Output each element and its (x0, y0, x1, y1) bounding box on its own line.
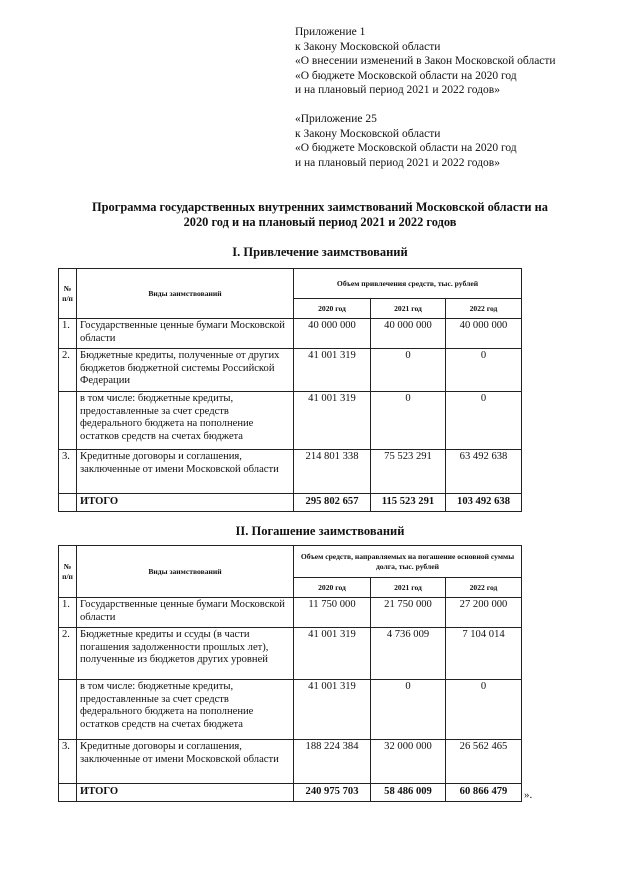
row-num (59, 680, 77, 740)
value-2021: 40 000 000 (371, 319, 446, 349)
value-2021: 75 523 291 (371, 450, 446, 494)
row-num: 1. (59, 598, 77, 628)
table-row (59, 628, 522, 680)
annex-line: к Закону Московской области (295, 40, 441, 53)
value-2020: 40 000 000 (294, 319, 371, 349)
row-name: Кредитные договоры и соглашения, заключенные от имени Московской области (77, 740, 294, 784)
document-title (40, 200, 600, 230)
header-year-2020: 2020 год (294, 299, 371, 319)
header-num: № п/п (59, 269, 77, 319)
value-2022: 27 200 000 (446, 598, 522, 628)
closing-quote: ». (524, 789, 533, 801)
value-2020: 41 001 319 (294, 628, 371, 680)
value-2022: 0 (446, 349, 522, 392)
annex-line: и на плановый период 2021 и 2022 годов» (295, 84, 500, 97)
value-2020: 41 001 319 (294, 680, 371, 740)
row-name: Государственные ценные бумаги Московской области (77, 598, 294, 628)
row-num: 3. (59, 450, 77, 494)
total-2020: 240 975 703 (294, 784, 371, 802)
row-num: 2. (59, 349, 77, 392)
header-kind: Виды заимствований (77, 546, 294, 598)
value-2021: 0 (371, 392, 446, 450)
total-num (59, 494, 77, 512)
header-year-2021: 2021 год (371, 299, 446, 319)
header-year-2021: 2021 год (371, 578, 446, 598)
borrowing-table (58, 268, 522, 512)
total-2020: 295 802 657 (294, 494, 371, 512)
value-2022: 0 (446, 392, 522, 450)
table-row (59, 392, 522, 450)
value-2020: 188 224 384 (294, 740, 371, 784)
row-name: Кредитные договоры и соглашения, заключенные от имени Московской области (77, 450, 294, 494)
value-2021: 32 000 000 (371, 740, 446, 784)
annex-line: «О бюджете Московской области на 2020 год (295, 142, 517, 155)
header-num: № п/п (59, 546, 77, 598)
annex-1-header (295, 25, 556, 98)
row-name: Бюджетные кредиты, полученные от других бюджетов бюджетной системы Российской Федерации (77, 349, 294, 392)
value-2021: 0 (371, 680, 446, 740)
annex-line: и на плановый период 2021 и 2022 годов» (295, 156, 500, 169)
annex-25-header (295, 112, 517, 170)
value-2021: 21 750 000 (371, 598, 446, 628)
value-2022: 63 492 638 (446, 450, 522, 494)
row-num: 1. (59, 319, 77, 349)
annex-line: «Приложение 25 (295, 113, 377, 125)
title-line-1: Программа государственных внутренних заимствований Московской области на (92, 200, 548, 214)
row-num: 2. (59, 628, 77, 680)
value-2022: 0 (446, 680, 522, 740)
value-2022: 7 104 014 (446, 628, 522, 680)
value-2022: 40 000 000 (446, 319, 522, 349)
annex-line: «О бюджете Московской области на 2020 год (295, 69, 517, 82)
annex-line: к Закону Московской области (295, 127, 441, 140)
total-row (59, 494, 522, 512)
row-name: в том числе: бюджетные кредиты, предоставленные за счет средств федерального бюджета на пополнение остатков средств на счетах бюджета (77, 680, 294, 740)
total-2022: 60 866 479 (446, 784, 522, 802)
row-name: в том числе: бюджетные кредиты, предоставленные за счет средств федерального бюджета на пополнение остатков средств на счетах бюджета (77, 392, 294, 450)
header-year-2020: 2020 год (294, 578, 371, 598)
value-2020: 41 001 319 (294, 349, 371, 392)
total-label: ИТОГО (77, 784, 294, 802)
header-year-2022: 2022 год (446, 578, 522, 598)
table-row (59, 680, 522, 740)
header-kind: Виды заимствований (77, 269, 294, 319)
table-row (59, 740, 522, 784)
annex-line: «О внесении изменений в Закон Московской области (295, 55, 556, 68)
title-line-2: 2020 год и на плановый период 2021 и 2022 годов (183, 215, 457, 229)
value-2022: 26 562 465 (446, 740, 522, 784)
table-row (59, 598, 522, 628)
total-num (59, 784, 77, 802)
total-2021: 58 486 009 (371, 784, 446, 802)
total-label: ИТОГО (77, 494, 294, 512)
row-name: Государственные ценные бумаги Московской области (77, 319, 294, 349)
table-row (59, 450, 522, 494)
value-2021: 0 (371, 349, 446, 392)
total-2021: 115 523 291 (371, 494, 446, 512)
value-2021: 4 736 009 (371, 628, 446, 680)
table-row (59, 319, 522, 349)
row-name: Бюджетные кредиты и ссуды (в части погашения задолженности прошлых лет), полученные из бюджетов других уровней (77, 628, 294, 680)
annex-line: Приложение 1 (295, 26, 366, 38)
row-num (59, 392, 77, 450)
section-2-title: II. Погашение заимствований (235, 524, 405, 538)
header-volume: Объем привлечения средств, тыс. рублей (294, 269, 522, 299)
header-year-2022: 2022 год (446, 299, 522, 319)
section-1-title: I. Привлечение заимствований (232, 245, 408, 259)
table-row (59, 349, 522, 392)
repayment-table (58, 545, 522, 802)
total-2022: 103 492 638 (446, 494, 522, 512)
total-row (59, 784, 522, 802)
value-2020: 11 750 000 (294, 598, 371, 628)
value-2020: 41 001 319 (294, 392, 371, 450)
row-num: 3. (59, 740, 77, 784)
header-volume: Объем средств, направляемых на погашение основной суммы долга, тыс. рублей (294, 546, 522, 578)
value-2020: 214 801 338 (294, 450, 371, 494)
